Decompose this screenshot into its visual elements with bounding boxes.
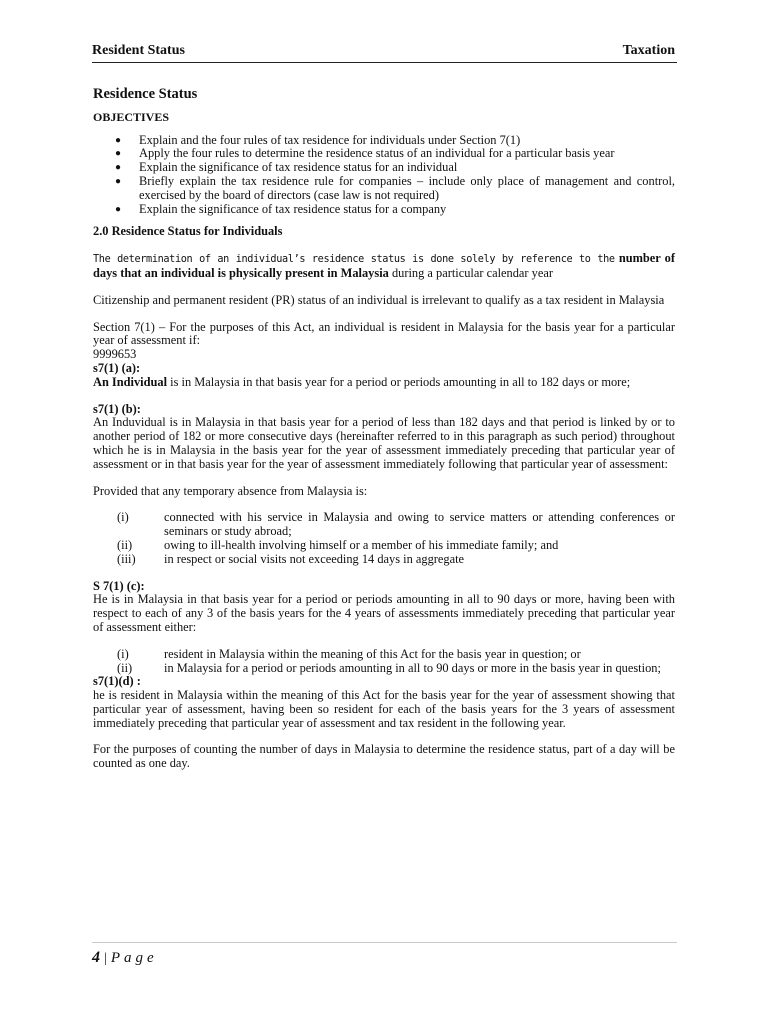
proviso-list: [117, 511, 675, 566]
bullet-icon: ●: [115, 162, 122, 174]
page-footer: [92, 942, 677, 967]
condition-list: [117, 648, 675, 676]
list-item: (iii) in respect or social visits not exceeding 14 days in aggregate: [117, 551, 465, 566]
document-body: [93, 88, 675, 784]
section-heading: 2.0 Residence Status for Individuals: [93, 224, 283, 239]
bullet-icon: ●: [115, 134, 122, 146]
list-item: (i) connected with his service in Malaysia and owing to service matters or attending conferences or seminars or study abroad;: [117, 510, 675, 539]
clause-label: s7(1) (b):: [93, 401, 141, 416]
paragraph-citizenship: Citizenship and permanent resident (PR) status of an individual is irrelevant to qualify as a tax resident in Malaysia: [93, 292, 665, 307]
clause-s71b: s7(1) (b): An Induvidual is in Malaysia in that basis year for a period of less than 182 days and that period is linked by or to another period of 182 or more consecutive days (hereinafter referred to in this paragraph as such period) throughout which he is in Malaysia in the basis year for the year of assessment immediately preceding that particular year of assessment or in that basis year for the year of assessment immediately following that particular year of assessment:: [93, 401, 675, 471]
bullet-icon: ●: [115, 203, 122, 215]
page-header: [92, 43, 677, 63]
objectives-list: [115, 134, 675, 217]
clause-label: s7(1)(d) :: [93, 674, 141, 689]
bullet-icon: ●: [115, 175, 122, 187]
bullet-icon: ●: [115, 148, 122, 160]
page-title: Residence Status: [93, 86, 198, 102]
objective-item: ● Briefly explain the tax residence rule for companies – include only place of management and control, exercised by the board of directors (case law is not required): [115, 173, 675, 202]
objective-item: ● Explain and the four rules of tax residence for individuals under Section 7(1): [115, 132, 521, 147]
objective-item: ● Explain the significance of tax residence status for a company: [115, 201, 447, 216]
page-number: 4: [92, 949, 100, 966]
header-left-title: Resident Status: [92, 43, 185, 58]
page-label: Page: [110, 950, 158, 966]
header-right-title: Taxation: [622, 43, 675, 58]
objective-item: ● Explain the significance of tax residence status for an individual: [115, 160, 458, 175]
code-line: 9999653: [93, 347, 137, 362]
list-item: (ii) in Malaysia for a period or periods amounting in all to 90 days or more in the basis year in question;: [117, 660, 661, 675]
footer-separator: |: [104, 951, 107, 966]
paragraph-section71: Section 7(1) – For the purposes of this Act, an individual is resident in Malaysia for the basis year for a particular year of assessment if:: [93, 319, 675, 348]
list-item: (i) resident in Malaysia within the meaning of this Act for the basis year in question; or: [117, 646, 581, 661]
paragraph-days-rule: The determination of an individual’s residence status is done solely by reference to the number of days that an individual is physically present in Malaysia during a particular calendar year: [93, 251, 675, 280]
clause-label: S 7(1) (c):: [93, 578, 145, 593]
objectives-heading: OBJECTIVES: [93, 109, 170, 124]
clause-s71c: S 7(1) (c): He is in Malaysia in that basis year for a period or periods amounting in all to 90 days or more, having been with respect to each of any 3 of the basis years for the 4 years of assessments immediately preceding that particular year of assessment either:: [93, 578, 675, 634]
objective-item: ● Apply the four rules to determine the residence status of an individual for a particular basis year: [115, 146, 615, 161]
clause-s71a: s7(1) (a): An Individual is in Malaysia in that basis year for a period or periods amounting in all to 182 days or more;: [93, 362, 675, 390]
closing-paragraph: For the purposes of counting the number of days in Malaysia to determine the residence status, part of a day will be counted as one day.: [93, 742, 675, 771]
clause-s71d: s7(1)(d) : he is resident in Malaysia within the meaning of this Act for the basis year for the year of assessment showing that particular year of assessment, having been so resident for each of the basis years for the 3 years of assessment immediately preceding that particular year of assessment and tax resident in the following year.: [93, 674, 675, 730]
proviso-text: Provided that any temporary absence from Malaysia is:: [93, 483, 368, 498]
clause-label: s7(1) (a):: [93, 360, 141, 375]
list-item: (ii) owing to ill-health involving himself or a member of his immediate family; and: [117, 537, 559, 552]
